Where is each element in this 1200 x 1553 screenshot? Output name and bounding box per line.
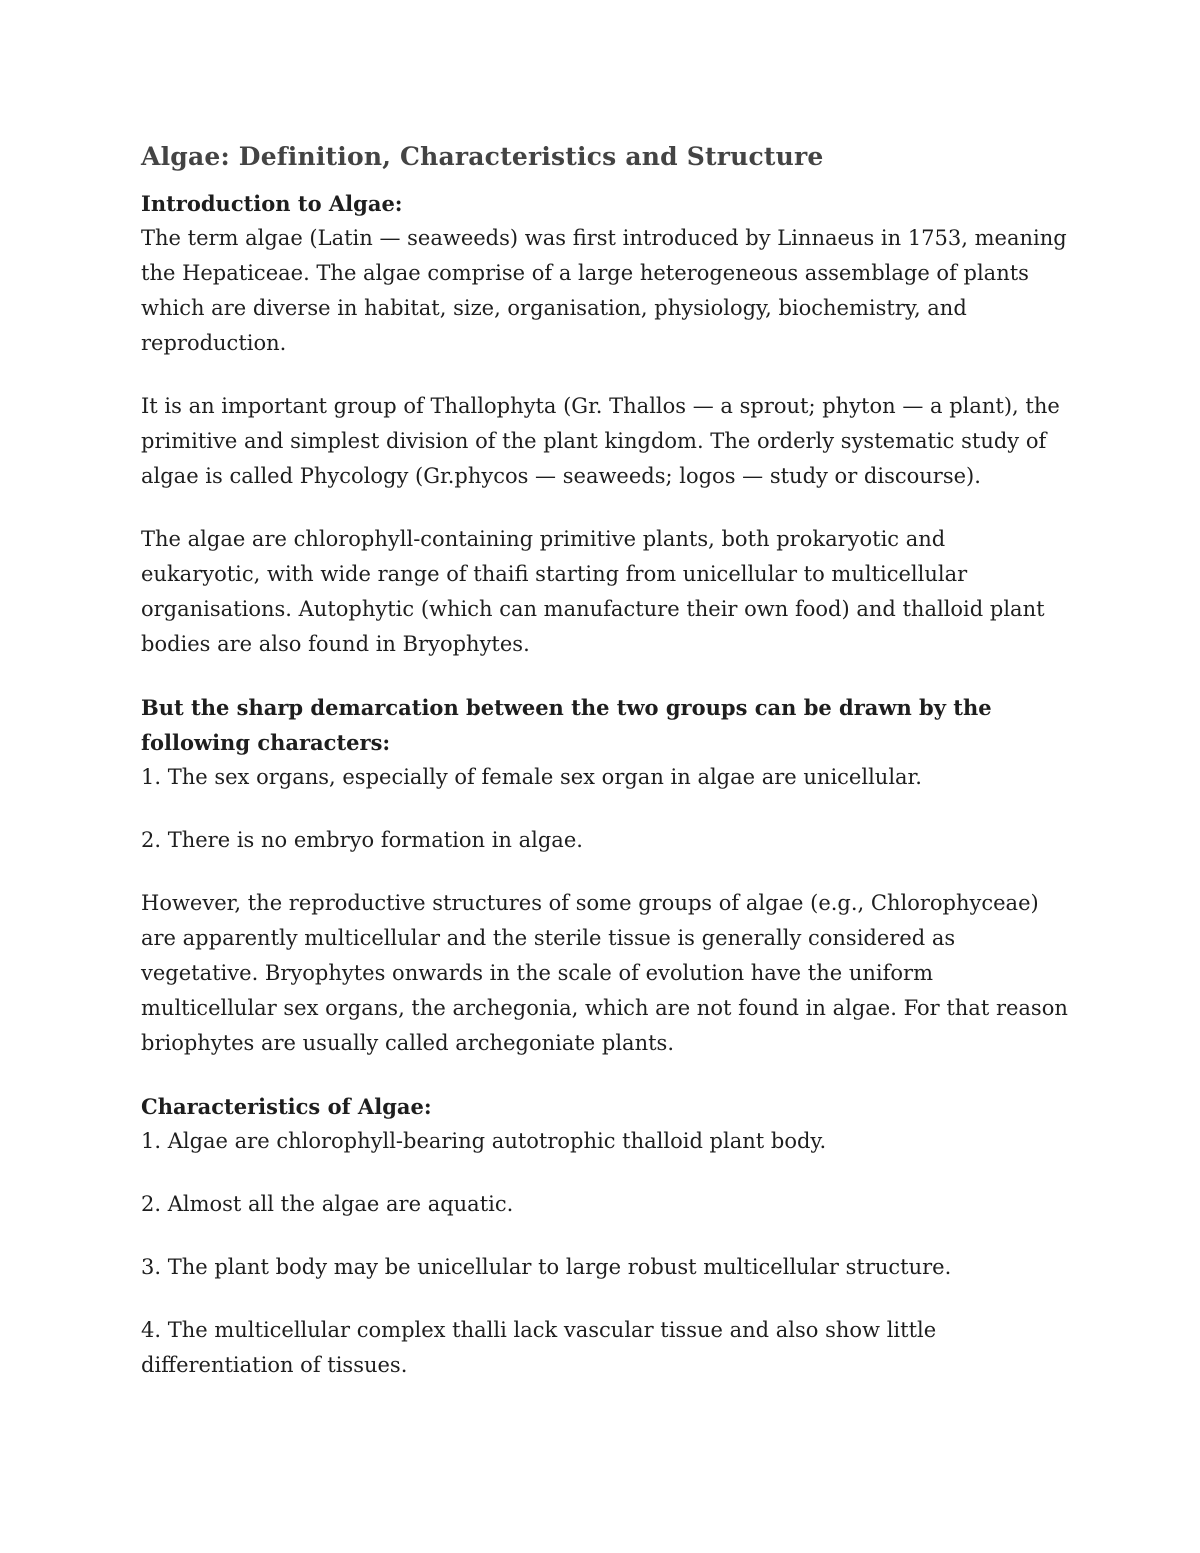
document-body <box>141 138 1071 1411</box>
characteristic-point-3: 3. The plant body may be unicellular to large robust multicellular structure. <box>141 1255 952 1279</box>
intro-paragraph-3: The algae are chlorophyll-containing primitive plants, both prokaryotic and eukaryotic, with wide range of thaifi starting from unicellular to multicellular organisations. Autophytic (which can manufacture their own food) and thalloid plant bodies are also found in Bryophytes. <box>141 527 1045 656</box>
demarcation-heading: But the sharp demarcation between the two groups can be drawn by the following characters: <box>141 695 992 755</box>
demarcation-point-1: 1. The sex organs, especially of female sex organ in algae are unicellular. <box>141 765 922 789</box>
document-title: Algae: Definition, Characteristics and Structure <box>141 142 824 171</box>
demarcation-point-2: 2. There is no embryo formation in algae. <box>141 828 583 852</box>
intro-heading: Introduction to Algae: <box>141 191 403 216</box>
characteristic-point-4: 4. The multicellular complex thalli lack vascular tissue and also show little differentiation of tissues. <box>141 1318 937 1377</box>
intro-paragraph-2: It is an important group of Thallophyta (Gr. Thallos — a sprout; phyton — a plant), the primitive and simplest division of the plant kingdom. The orderly systematic study of algae is called Phycology (Gr.phycos — seaweeds; logos — study or discourse). <box>141 394 1060 488</box>
intro-paragraph-1: The term algae (Latin — seaweeds) was first introduced by Linnaeus in 1753, meaning the Hepaticeae. The algae comprise of a large heterogeneous assemblage of plants which are diverse in habitat, size, organisation, physiology, biochemistry, and reproduction. <box>141 226 1067 355</box>
however-paragraph: However, the reproductive structures of some groups of algae (e.g., Chlorophyceae) are apparently multicellular and the sterile tissue is generally considered as vegetative. Bryophytes onwards in the scale of evolution have the uniform multicellular sex organs, the archegonia, which are not found in algae. For that reason briophytes are usually called archegoniate plants. <box>141 891 1068 1055</box>
characteristic-point-2: 2. Almost all the algae are aquatic. <box>141 1192 514 1216</box>
characteristic-point-1: 1. Algae are chlorophyll-bearing autotrophic thalloid plant body. <box>141 1129 827 1153</box>
characteristics-heading: Characteristics of Algae: <box>141 1094 432 1119</box>
